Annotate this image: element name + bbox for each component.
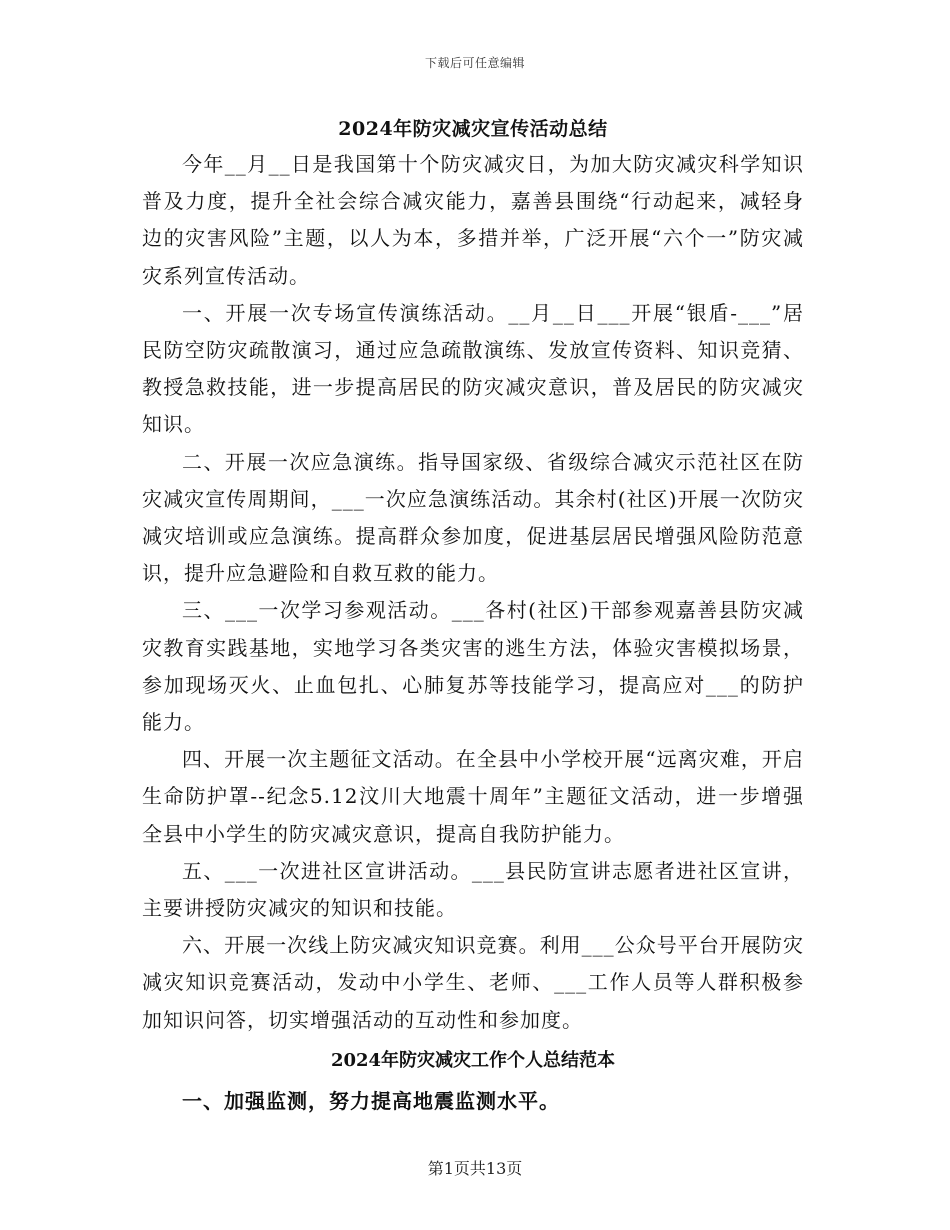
second-document-title: 2024年防灾减灾工作个人总结范本: [330, 1049, 616, 1071]
section-heading: 一、加强监测，努力提高地震监测水平。: [182, 1088, 560, 1113]
paragraph-item-6: 六、开展一次线上防灾减灾知识竞赛。利用___公众号平台开展防灾减灾知识竞赛活动，发动中小学生、老师、___工作人员等人群积极参加知识问答，切实增强活动的互动性和参加度。: [142, 933, 804, 1032]
paragraph-item-4: 四、开展一次主题征文活动。在全县中小学校开展“远离灾难，开启生命防护罩--纪念5.12汶川大地震十周年”主题征文活动，进一步增强全县中小学生的防灾减灾意识，提高自我防护能力。: [142, 747, 804, 846]
paragraph-item-3: 三、___一次学习参观活动。___各村(社区)干部参观嘉善县防灾减灾教育实践基地，实地学习各类灾害的逃生方法，体验灾害模拟场景，参加现场灭火、止血包扎、心肺复苏等技能学习，提高应对___的防护能力。: [142, 598, 804, 735]
paragraph-item-5: 五、___一次进社区宣讲活动。___县民防宣讲志愿者进社区宣讲，主要讲授防灾减灾的知识和技能。: [142, 858, 804, 921]
document-title: 2024年防灾减灾宣传活动总结: [338, 118, 608, 140]
paragraph-item-1: 一、开展一次专场宣传演练活动。__月__日___开展“银盾-___”居民防空防灾疏散演习，通过应急疏散演练、发放宣传资料、知识竞猜、教授急救技能，进一步提高居民的防灾减灾意识，普及居民的防灾减灾知识。: [142, 300, 804, 437]
header-note: 下载后可任意编辑: [424, 56, 525, 70]
paragraph-intro: 今年__月__日是我国第十个防灾减灾日，为加大防灾减灾科学知识普及力度，提升全社会综合减灾能力，嘉善县围绕“行动起来，减轻身边的灾害风险”主题，以人为本，多措并举，广泛开展“六个一”防灾减灾系列宣传活动。: [142, 152, 804, 288]
document-body: [142, 112, 804, 1121]
paragraph-item-2: 二、开展一次应急演练。指导国家级、省级综合减灾示范社区在防灾减灾宣传周期间，___一次应急演练活动。其余村(社区)开展一次防灾减灾培训或应急演练。提高群众参加度，促进基层居民增强风险防范意识，提升应急避险和自救互救的能力。: [142, 449, 804, 586]
page-number: 第1页共13页: [427, 1159, 523, 1178]
